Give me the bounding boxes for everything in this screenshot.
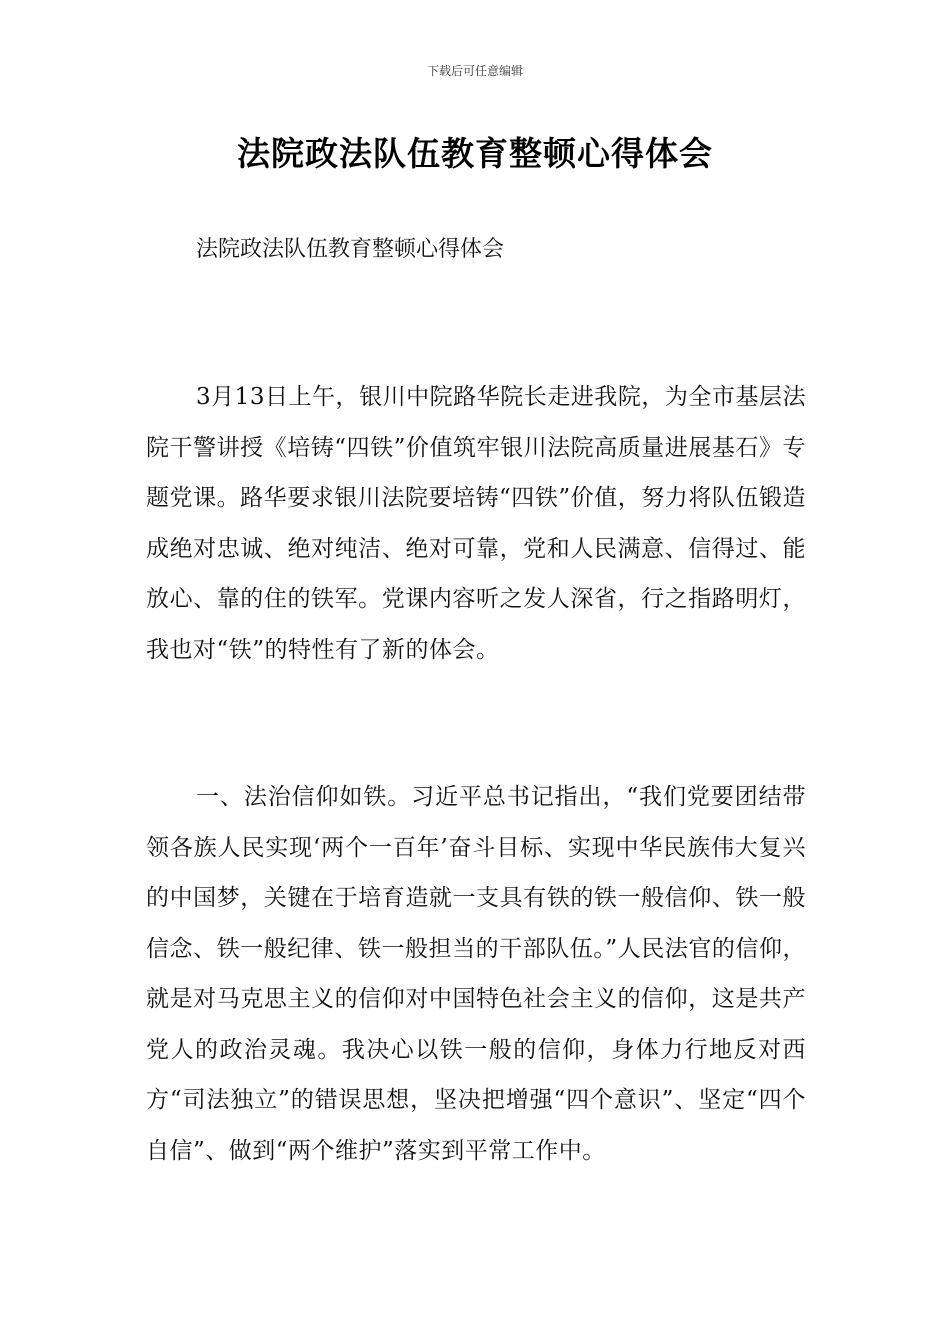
paragraph-intro: 3月13日上午，银川中院路华院长走进我院，为全市基层法院干警讲授《培铸“四铁”价值筑牢银川法院高质量进展基石》专题党课。路华要求银川法院要培铸“四铁”价值，努力将队伍锻造成绝对忠诚、绝对纯洁、绝对可靠，党和人民满意、信得过、能放心、靠的住的铁军。党课内容听之发人深省，行之指路明灯，我也对“铁”的特性有了新的体会。	[146, 384, 806, 663]
header-note: 下载后可任意编辑	[426, 64, 523, 78]
paragraph-section-1: 一、法治信仰如铁。习近平总书记指出，“我们党要团结带领各族人民实现‘两个一百年’奋斗目标、实现中华民族伟大复兴的中国梦，关键在于培育造就一支具有铁的铁一般信仰、铁一般信念、铁一般纪律、铁一般担当的干部队伍。”人民法官的信仰，就是对马克思主义的信仰对中国特色社会主义的信仰，这是共产党人的政治灵魂。我决心以铁一般的信仰，身体力行地反对西方“司法独立”的错误思想，坚决把增强“四个意识”、坚定“四个自信”、做到“两个维护”落实到平常工作中。	[146, 784, 806, 1164]
document-subtitle: 法院政法队伍教育整顿心得体会	[196, 237, 505, 262]
document-title: 法院政法队伍教育整顿心得体会	[237, 134, 713, 173]
